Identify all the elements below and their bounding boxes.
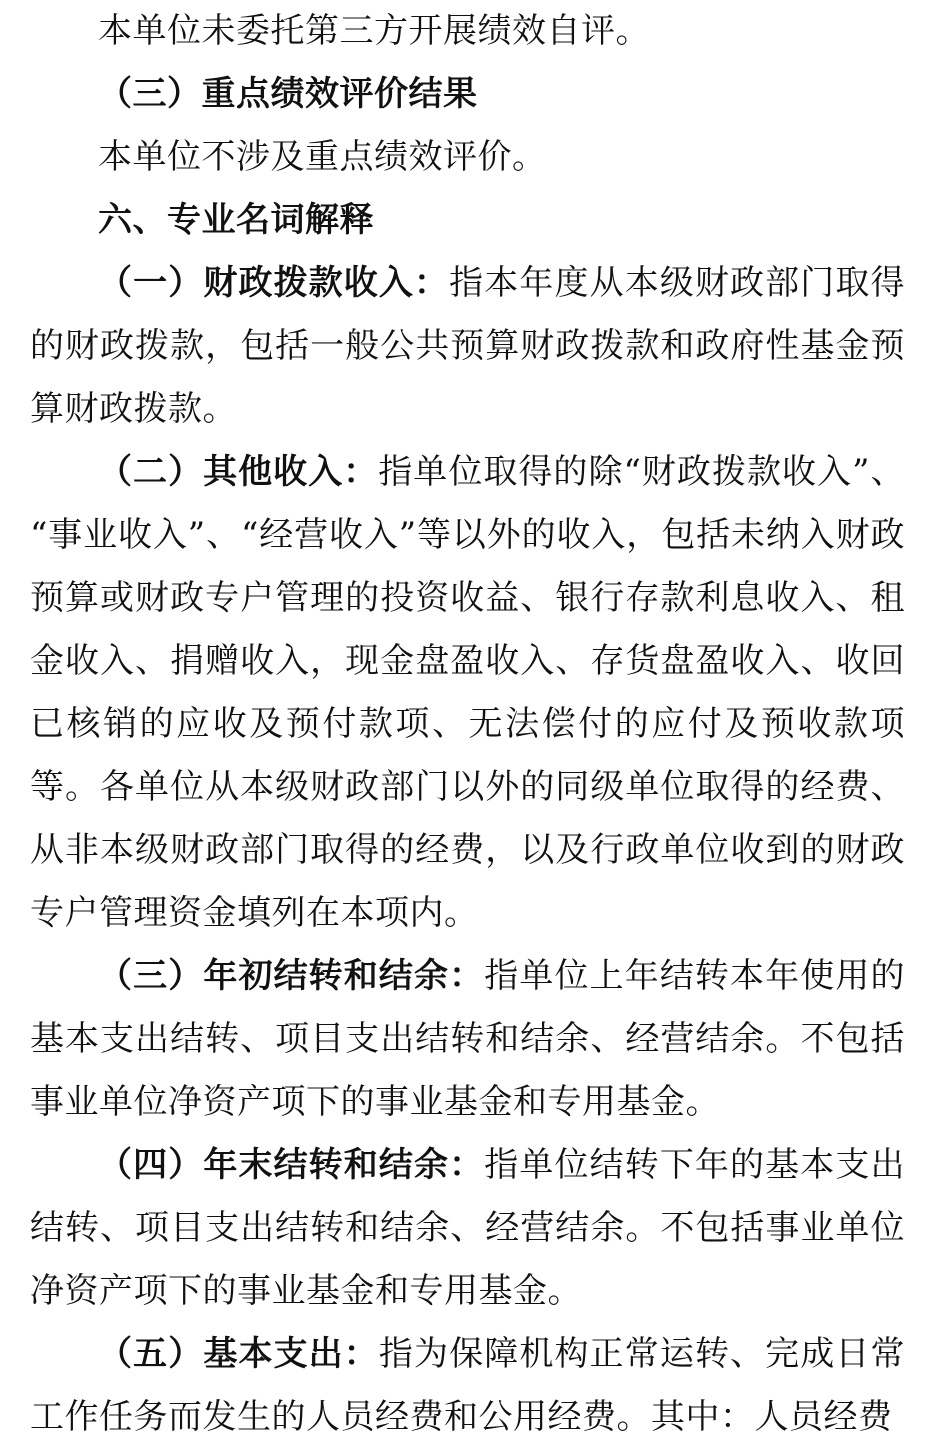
paragraph-self-evaluation-note: 本单位未委托第三方开展绩效自评。: [98, 11, 650, 51]
section-heading-terminology: 六、专业名词解释: [98, 200, 374, 240]
paragraph-key-performance-note: 本单位不涉及重点绩效评价。: [98, 137, 547, 177]
term-label: （二）其他收入：: [98, 452, 379, 492]
term-label: （五）基本支出：: [98, 1334, 379, 1374]
term-definition: 指单位结转下年的基本支出结转、项目支出结转和结余、经营结余。不包括事业单位净资产项下的事业基金和专用基金。: [30, 1145, 905, 1311]
term-definition: 指单位取得的除“财政拨款收入”、“事业收入”、“经营收入”等以外的收入，包括未纳入财政预算或财政专户管理的投资收益、银行存款利息收入、租金收入、捐赠收入，现金盘盈收入、存货盘盈收入、收回已核销的应收及预付款项、无法偿付的应付及预收款项等。各单位从本级财政部门以外的同级单位取得的经费、从非本级财政部门取得的经费，以及行政单位收到的财政专户管理资金填列在本项内。: [30, 452, 906, 933]
term-label: （三）年初结转和结余：: [98, 956, 485, 996]
term-other-income: [30, 441, 905, 945]
term-end-year-carryover: [30, 1134, 905, 1323]
term-definition: 指本年度从本级财政部门取得的财政拨款，包括一般公共预算财政拨款和政府性基金预算财政拨款。: [30, 263, 906, 429]
term-fiscal-appropriation-income: [30, 252, 905, 441]
term-label: （四）年末结转和结余：: [98, 1145, 485, 1185]
sub-heading-key-performance-evaluation: （三）重点绩效评价结果: [98, 74, 478, 114]
term-basic-expenditure: [30, 1323, 905, 1449]
term-beginning-year-carryover: [30, 945, 905, 1134]
term-definition: 指为保障机构正常运转、完成日常工作任务而发生的人员经费和公用经费。其中：人员经费: [30, 1334, 906, 1437]
term-label: （一）财政拨款收入：: [98, 263, 450, 303]
term-definition: 指单位上年结转本年使用的基本支出结转、项目支出结转和结余、经营结余。不包括事业单位净资产项下的事业基金和专用基金。: [30, 956, 905, 1122]
